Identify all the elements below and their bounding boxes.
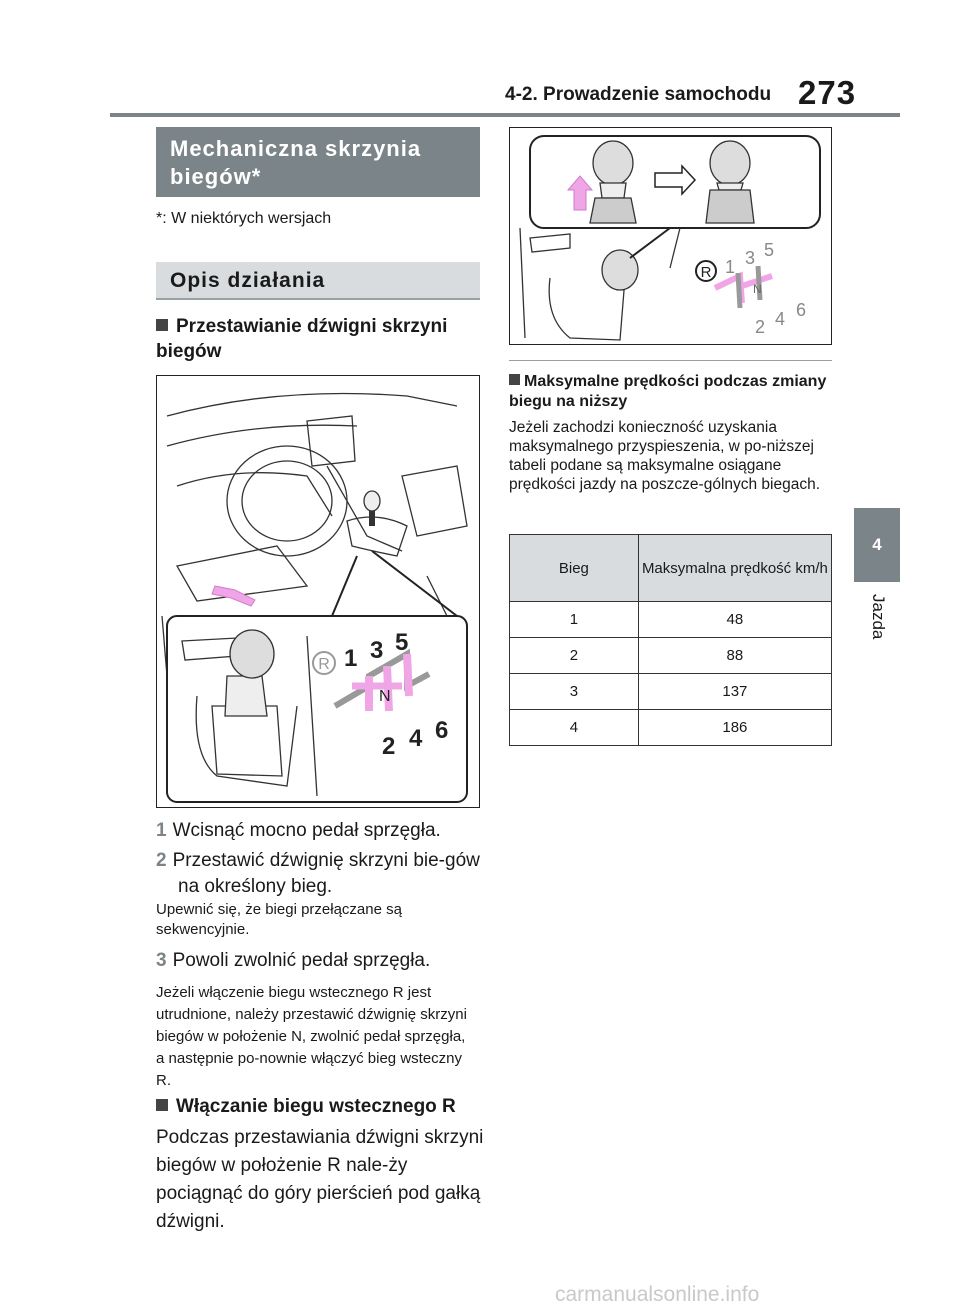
gear-2-label: 2 — [382, 733, 396, 760]
figure-shift-pattern — [156, 375, 480, 808]
chapter-label — [864, 594, 894, 674]
shift-pattern-small — [696, 240, 806, 337]
gear-r-label-small: R — [700, 264, 712, 281]
step-1: 1 Wcisnąć mocno pedał sprzęgła. — [156, 820, 441, 841]
clutch-pedal-arrow-icon — [212, 586, 255, 606]
table-header-row — [510, 535, 832, 602]
neutral-label: N — [379, 688, 391, 705]
table-row: 3 137 — [510, 674, 832, 710]
note-step-2: Upewnić się, że biegi przełączane są sekwencyjnie. — [156, 901, 402, 938]
bullet-square-icon — [156, 1099, 168, 1111]
gear-2-label-small: 2 — [755, 317, 766, 337]
header-rule — [110, 113, 900, 117]
paragraph-reverse-gear: Podczas przestawiania dźwigni skrzyni biegów w położenie R nale-ży pociągnąć do góry pierścień pod gałką dźwigni. — [156, 1127, 484, 1232]
gear-3-label: 3 — [370, 637, 384, 664]
section-title: Mechaniczna skrzynia biegów* — [156, 127, 480, 197]
paragraph-max-speeds: Jeżeli zachodzi konieczność uzyskania maksymalnego przyspieszenia, w po-niższej tabeli podane są maksymalne osiągane prędkości jazdy na poszcze-gólnych biegach. — [509, 419, 821, 493]
bullet-square-icon — [156, 319, 168, 331]
table-header-gear: Bieg — [510, 535, 639, 602]
heading-shift-lever: Przestawianie dźwigni skrzyni biegów — [156, 316, 448, 362]
table-row: 4 186 — [510, 710, 832, 746]
bullet-square-icon — [509, 374, 520, 385]
gear-1-label: 1 — [344, 645, 358, 672]
zoom-callout — [530, 136, 820, 228]
step-3: 3 Powoli zwolnić pedał sprzęgła. — [156, 950, 431, 971]
chapter-name: Jazda — [869, 594, 888, 640]
subsection-title: Opis działania — [156, 262, 480, 300]
gear-1-label-small: 1 — [725, 257, 736, 277]
car-interior-illustration — [157, 376, 478, 806]
watermark: carmanualsonline.info — [555, 1283, 760, 1306]
divider — [509, 360, 832, 361]
table-row: 1 48 — [510, 602, 832, 638]
gear-5-label: 5 — [395, 629, 409, 656]
gear-4-label-small: 4 — [775, 309, 786, 329]
heading-max-speeds: Maksymalne prędkości podczas zmiany biegu na niższy — [509, 373, 827, 410]
header-section-title: 4-2. Prowadzenie samochodu — [505, 84, 772, 105]
reverse-ring-illustration — [510, 128, 830, 343]
max-speed-table — [509, 534, 832, 746]
table-row: 2 88 — [510, 638, 832, 674]
chapter-number: 4 — [872, 535, 882, 554]
chapter-tab[interactable] — [854, 508, 900, 582]
gear-3-label-small: 3 — [745, 248, 756, 268]
gear-6-label-small: 6 — [796, 300, 807, 320]
page-number: 273 — [798, 74, 857, 111]
heading-reverse-gear: Włączanie biegu wstecznego R — [156, 1094, 486, 1119]
note-step-3: Jeżeli włączenie biegu wstecznego R jest utrudnione, należy przestawić dźwignię skrzyni biegów w położenie N, zwolnić pedał sprzęgła, a następnie po-nownie włączyć bieg wsteczny R. — [156, 984, 467, 1089]
gear-6-label: 6 — [435, 717, 449, 744]
figure-reverse-ring — [509, 127, 832, 345]
gear-r-label: R — [318, 656, 330, 673]
footnote: *: W niektórych wersjach — [156, 210, 332, 227]
gear-5-label-small: 5 — [764, 240, 775, 260]
table-header-speed: Maksymalna prędkość km/h — [638, 535, 831, 602]
neutral-label-small: N — [753, 282, 762, 296]
gear-4-label: 4 — [409, 725, 423, 752]
step-2: 2 Przestawić dźwignię skrzyni bie-gów na określony bieg. — [156, 850, 480, 897]
